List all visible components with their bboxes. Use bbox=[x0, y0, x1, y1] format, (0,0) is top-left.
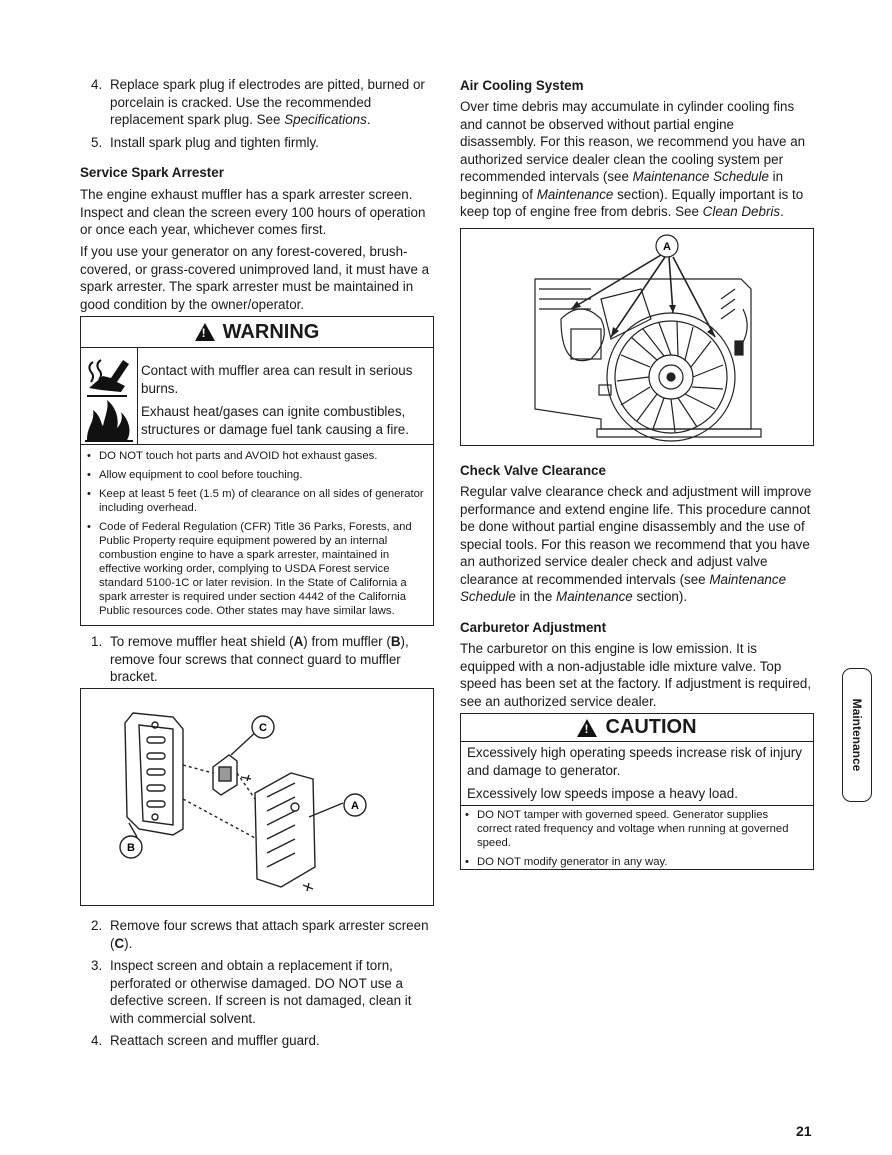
list-item: • DO NOT touch hot parts and AVOID hot exhaust gases. bbox=[83, 449, 427, 463]
air-cooling-heading: Air Cooling System bbox=[460, 78, 584, 93]
step-list-remove-shield bbox=[80, 633, 434, 686]
list-item: • DO NOT modify generator in any way. bbox=[461, 855, 805, 869]
warning-box bbox=[80, 316, 434, 626]
warning-message-fire: Exhaust heat/gases can ignite combustibles, structures or damage fuel tank causing a fire. bbox=[141, 404, 409, 437]
list-item: • Allow equipment to cool before touching. bbox=[83, 468, 427, 482]
warning-title: WARNING bbox=[222, 320, 320, 343]
list-item: 4. Reattach screen and muffler guard. bbox=[91, 1033, 320, 1048]
paragraph: The engine exhaust muffler has a spark arrester screen. Inspect and clean the screen every 100 hours of operation or once each year, whichever comes first. bbox=[80, 187, 426, 237]
label-a: A bbox=[663, 241, 671, 253]
page-number: 21 bbox=[796, 1123, 812, 1139]
carburetor-heading: Carburetor Adjustment bbox=[460, 620, 607, 635]
check-valve-heading: Check Valve Clearance bbox=[460, 463, 606, 478]
label-c: C bbox=[259, 722, 267, 734]
list-item: 2. Remove four screws that attach spark arrester screen (C). bbox=[91, 918, 429, 951]
muffler-figure bbox=[80, 688, 434, 906]
warning-bullets bbox=[83, 449, 427, 623]
caution-messages bbox=[461, 742, 813, 806]
step-list-bottom bbox=[80, 917, 434, 1050]
caution-message-low-speed: Excessively low speeds impose a heavy load. bbox=[467, 786, 738, 801]
paragraph: If you use your generator on any forest-covered, brush-covered, or grass-covered unimproved land, it must have a spark arrester. The spark arrester must be maintained in good condition by the owner/operator. bbox=[80, 244, 430, 312]
fire-icon bbox=[81, 396, 137, 444]
caution-box bbox=[460, 713, 814, 870]
service-spark-arrester-heading: Service Spark Arrester bbox=[80, 165, 224, 180]
list-item: • Code of Federal Regulation (CFR) Title 36 Parks, Forests, and Public Property require equipment powered by an internal combustion engine to have a spark arrester, maintained in effective working order, complying to USDA Forest service standard 5100-1C or later revision. In the State of California a spark arrester is required under section 4442 of the California Public resources code. Other states may have similar laws. bbox=[83, 520, 427, 618]
label-b: B bbox=[127, 842, 135, 854]
caution-title: CAUTION bbox=[605, 716, 697, 738]
paragraph: Over time debris may accumulate in cylinder cooling fins and cannot be observed without partial engine disassembly. For this reason, we recommend you have an authorized service dealer clean the cooling system per recommended intervals (see Maintenance Schedule in beginning of Maintenance section). Equally important is to keep top of engine free from debris. See Clean Debris. bbox=[460, 99, 806, 219]
section-tab-maintenance: Maintenance bbox=[842, 668, 872, 802]
caution-bullets bbox=[461, 806, 805, 869]
list-item: 5. Install spark plug and tighten firmly. bbox=[91, 134, 319, 150]
step-list-top bbox=[80, 76, 434, 151]
paragraph: Regular valve clearance check and adjustment will improve performance and extend engine life. This procedure cannot be done without partial engine disassembly and the use of special tools. For this reason we recommend that you have an authorized service dealer check and adjust valve clearance at recommended intervals (see Maintenance Schedule in the Maintenance section). bbox=[460, 484, 812, 604]
label-a: A bbox=[351, 800, 359, 812]
list-item: 4. Replace spark plug if electrodes are pitted, burned or porcelain is cracked. Use the recommended replacement spark plug. See Specifications. bbox=[91, 77, 425, 127]
muffler-diagram bbox=[81, 689, 432, 904]
warning-hazards bbox=[81, 348, 433, 445]
list-item: • DO NOT tamper with governed speed. Generator supplies correct rated frequency and voltage when running at governed speed. bbox=[461, 808, 805, 850]
caution-header bbox=[461, 714, 813, 742]
warning-header bbox=[81, 317, 433, 348]
hazard-icons bbox=[81, 348, 138, 444]
engine-diagram bbox=[461, 229, 812, 444]
paragraph: The carburetor on this engine is low emission. It is equipped with a non-adjustable idle mixture valve. Top speed has been set at the factory. If adjustment is required, see an authorized service dealer. bbox=[460, 641, 812, 709]
engine-cooling-figure bbox=[460, 228, 814, 446]
list-item: 1. To remove muffler heat shield (A) from muffler (B), remove four screws that connect guard to muffler bracket. bbox=[91, 634, 409, 684]
alert-triangle-icon bbox=[577, 719, 597, 737]
warning-message-burns: Contact with muffler area can result in serious burns. bbox=[141, 363, 413, 396]
list-item: 3. Inspect screen and obtain a replacement if torn, perforated or otherwise damaged. DO NOT use a defective screen. If screen is not damaged, clean it with commercial solvent. bbox=[91, 958, 412, 1026]
caution-message-high-speed: Excessively high operating speeds increase risk of injury and damage to generator. bbox=[467, 745, 802, 778]
list-item: • Keep at least 5 feet (1.5 m) of clearance on all sides of generator including overhead. bbox=[83, 487, 427, 515]
alert-triangle-icon bbox=[195, 323, 215, 341]
